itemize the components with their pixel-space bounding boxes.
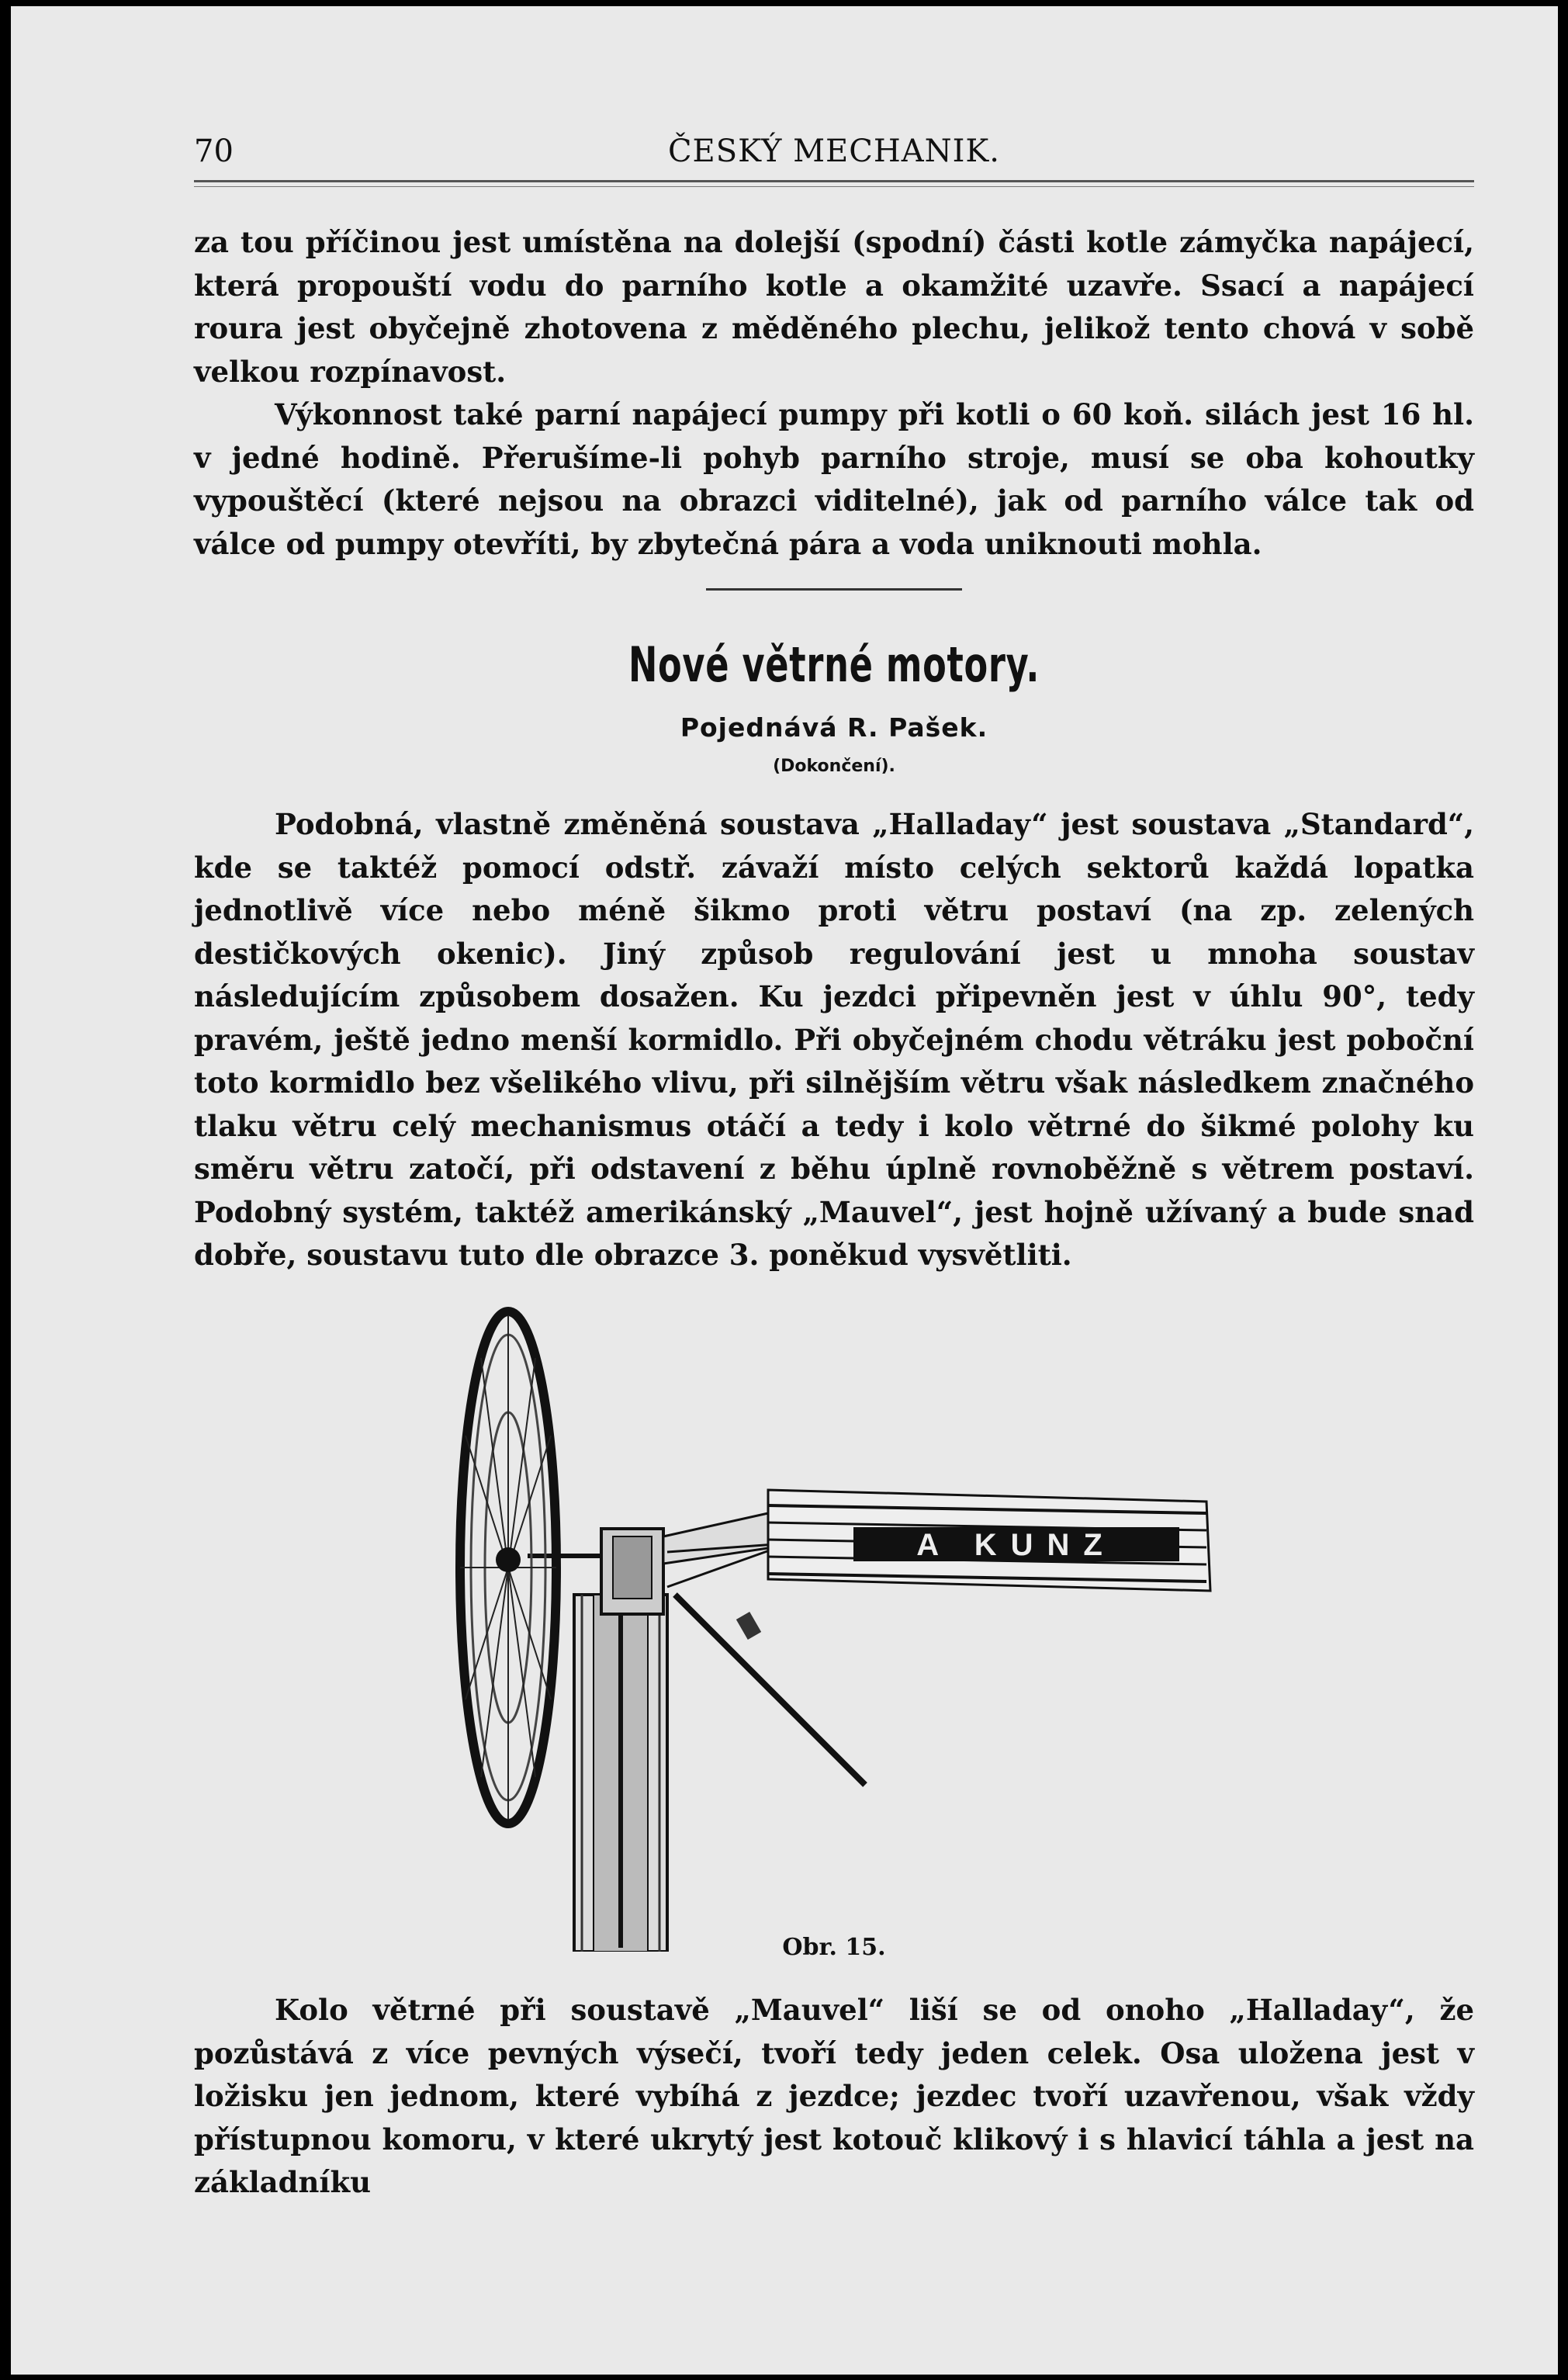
article-title: Nové větrné motory. bbox=[628, 636, 1040, 693]
vane-lettering: A KUNZ bbox=[916, 1528, 1116, 1562]
article-body bbox=[194, 803, 1474, 1277]
page-header bbox=[194, 133, 1474, 172]
intro-paragraph-2: Výkonnost také parní napájecí pumpy při kotli o 60 koň. silách jest 16 hl. v jedné hodině. Přerušíme-li pohyb parního stroje, musí se oba kohoutky vypouštěcí (které nejsou na obrazci viditelné), jak od parního válce tak od válce od pumpy otevříti, by zbytečná pára a voda uniknouti mohla. bbox=[194, 397, 1474, 561]
tail-vane bbox=[768, 1490, 1210, 1591]
windmill-illustration bbox=[434, 1280, 1257, 1952]
windmill-tower bbox=[574, 1595, 667, 1952]
continued-note: (Dokončení). bbox=[773, 757, 895, 776]
article-body-continued bbox=[194, 1989, 1474, 2205]
after-figure-paragraph: Kolo větrné při soustavě „Mauvel“ liší se od onoho „Halladay“, že pozůstává z více pevných výsečí, tvoří tedy jeden celek. Osa uložena jest v ložisku jen jednom, které vybíhá z jezdce; jezdec tvoří uzavřenou, však vždy přístupnou komoru, v které ukrytý jest kotouč klikový i s hlavicí táhla a jest na základníku bbox=[194, 1993, 1474, 2199]
page-number: 70 bbox=[194, 133, 234, 169]
header-rule-thin bbox=[194, 186, 1474, 187]
section-divider bbox=[706, 588, 962, 591]
figure-caption: Obr. 15. bbox=[782, 1934, 886, 1961]
intro-paragraph-1: za tou příčinou jest umístěna na dolejší (spodní) části kotle zámyčka napájecí, která propouští vodu do parního kotle a okamžité uzavře. Ssací a napájecí roura jest obyčejně zhotovena z měděného plechu, jelikož tento chová v sobě velkou rozpínavost. bbox=[194, 225, 1474, 389]
article-paragraph-1: Podobná, vlastně změněná soustava „Halladay“ jest soustava „Standard“, kde se taktéž pomocí odstř. závaží místo celých sektorů každá lopatka jednotlivě více nebo méně šikmo proti větru postaví (na zp. zelených destičkových okenic). Jiný způsob regulování jest u mnoha soustav následujícím způsobem dosažen. Ku jezdci připevněn jest v úhlu 90°, tedy pravém, ještě jedno menší kormidlo. Při obyčejném chodu větráku jest poboční toto kormidlo bez všelikého vlivu, při silnějším větru však následkem značného tlaku větru celý mechanismus otáčí a tedy i kolo větrné do šikmé polohy ku směru větru zatočí, při odstavení z běhu úplně rovnoběžně s větrem postaví. Podobný systém, taktéž amerikánský „Mauvel“, jest hojně užívaný a bude snad dobře, soustavu tuto dle obrazce 3. poněkud vysvětliti. bbox=[194, 807, 1474, 1272]
header-rule bbox=[194, 180, 1474, 182]
wind-wheel bbox=[460, 1311, 556, 1824]
intro-text bbox=[194, 221, 1474, 566]
journal-title: ČESKÝ MECHANIK. bbox=[667, 133, 1001, 169]
article-byline: Pojednává R. Pašek. bbox=[680, 712, 988, 743]
